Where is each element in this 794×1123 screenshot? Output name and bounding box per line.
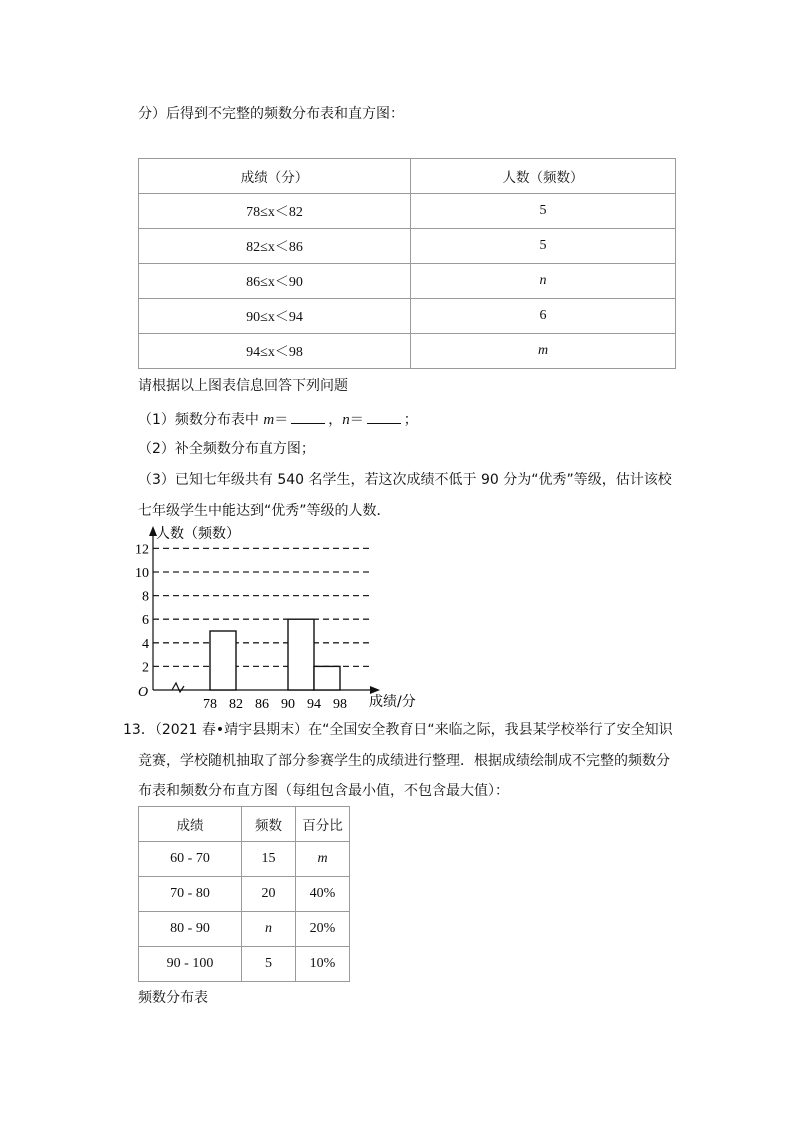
header-count: 人数（频数）	[411, 159, 676, 194]
table-row	[139, 334, 676, 369]
axis-break	[172, 683, 184, 692]
table-row	[139, 229, 676, 264]
frequency-table-2	[138, 806, 350, 982]
count-cell: n	[411, 264, 676, 299]
range-cell: 82≤x＜86	[139, 229, 411, 264]
q1-sep: ，	[328, 412, 343, 428]
percent-cell: 10%	[296, 947, 350, 982]
range-cell: 94≤x＜98	[139, 334, 411, 369]
header-score: 成绩（分）	[139, 159, 411, 194]
q1-end: ；	[403, 412, 418, 428]
table-row	[139, 194, 676, 229]
question-13-line-2: 竞赛，学校随机抽取了部分参赛学生的成绩进行整理．根据成绩绘制成不完整的频数分	[138, 753, 670, 769]
histogram-bar	[288, 619, 314, 690]
x-tick-label: 86	[255, 697, 269, 712]
answer-blank-m[interactable]	[291, 409, 325, 424]
table-row	[139, 299, 676, 334]
q1-eq-1: ＝	[274, 412, 289, 428]
table-header-row	[139, 807, 350, 842]
range-cell: 90 - 100	[139, 947, 242, 982]
range-cell: 80 - 90	[139, 912, 242, 947]
percent-cell: 40%	[296, 877, 350, 912]
x-axis-label: 成绩/分	[369, 694, 416, 710]
x-tick-label: 90	[281, 697, 295, 712]
range-cell: 70 - 80	[139, 877, 242, 912]
q1-eq-2: ＝	[349, 412, 364, 428]
y-tick-label: 8	[142, 589, 149, 605]
frequency-cell: 5	[242, 947, 296, 982]
range-cell: 60 - 70	[139, 842, 242, 877]
question-13-line-1: 13．（2021 春•靖宇县期末）在“全国安全教育日“来临之际，我县某学校举行了安全知识	[123, 722, 673, 738]
histogram-bar	[210, 631, 236, 690]
question-3-line-1: （3）已知七年级共有 540 名学生，若这次成绩不低于 90 分为“优秀”等级，估计该校	[138, 472, 672, 488]
frequency-cell: 15	[242, 842, 296, 877]
frequency-table-1	[138, 158, 676, 369]
table-row	[139, 264, 676, 299]
frequency-cell: 20	[242, 877, 296, 912]
table-row	[139, 842, 350, 877]
question-2: （2）补全频数分布直方图；	[138, 441, 315, 457]
range-cell: 78≤x＜82	[139, 194, 411, 229]
count-cell: 5	[411, 229, 676, 264]
table-header-row	[139, 159, 676, 194]
y-axis-label: 人数（频数）	[156, 526, 240, 542]
header-percent: 百分比	[296, 807, 350, 842]
histogram-chart	[130, 520, 430, 720]
intro-line: 分）后得到不完整的频数分布表和直方图：	[138, 106, 404, 122]
x-axis-arrow	[370, 686, 380, 694]
x-tick-label: 98	[333, 697, 347, 712]
range-cell: 86≤x＜90	[139, 264, 411, 299]
question-intro: 请根据以上图表信息回答下列问题	[138, 378, 348, 394]
y-tick-label: 4	[142, 636, 149, 652]
x-tick-label: 94	[307, 697, 321, 712]
x-tick-label: 78	[203, 697, 217, 712]
table-2-caption: 频数分布表	[138, 990, 208, 1006]
q1-prefix: （1）频数分布表中	[138, 412, 264, 428]
frequency-cell: n	[242, 912, 296, 947]
y-tick-label: 2	[142, 660, 149, 676]
range-cell: 90≤x＜94	[139, 299, 411, 334]
histogram-bar	[314, 666, 340, 690]
origin-label: O	[138, 685, 149, 700]
question-13-line-3: 布表和频数分布直方图（每组包含最小值，不包含最大值）：	[138, 783, 509, 799]
table-row	[139, 912, 350, 947]
y-tick-label: 12	[135, 542, 149, 558]
count-cell: 5	[411, 194, 676, 229]
question-1	[138, 409, 418, 430]
answer-blank-n[interactable]	[367, 409, 401, 424]
header-score: 成绩	[139, 807, 242, 842]
y-tick-label: 6	[142, 613, 149, 629]
table-row	[139, 877, 350, 912]
y-tick-label: 10	[135, 566, 149, 581]
table-row	[139, 947, 350, 982]
q1-var-n: n	[342, 412, 350, 428]
header-frequency: 频数	[242, 807, 296, 842]
q1-var-m: m	[263, 412, 275, 428]
percent-cell: m	[296, 842, 350, 877]
count-cell: m	[411, 334, 676, 369]
x-tick-label: 82	[229, 697, 243, 712]
count-cell: 6	[411, 299, 676, 334]
percent-cell: 20%	[296, 912, 350, 947]
question-3-line-2: 七年级学生中能达到“优秀”等级的人数．	[138, 503, 391, 519]
